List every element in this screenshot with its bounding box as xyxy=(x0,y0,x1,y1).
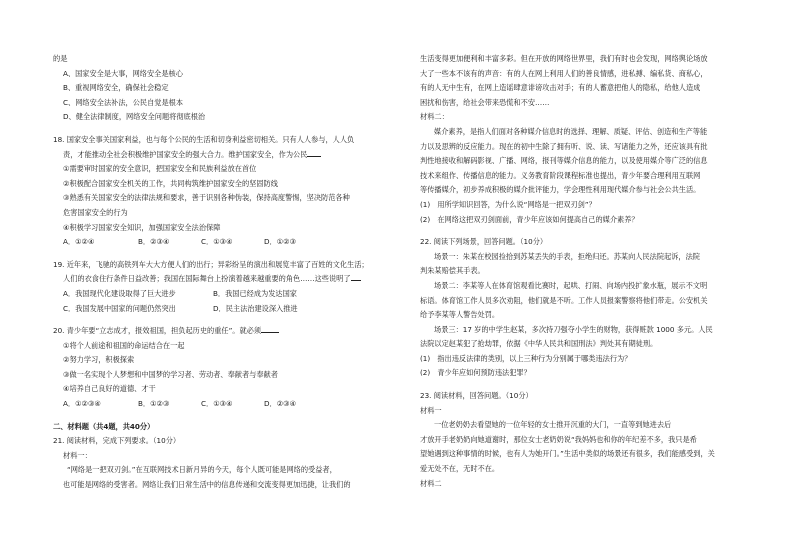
q21-stem: 21. 阅读材料，完成下列要求。（10分） xyxy=(53,436,181,446)
q18-stem-line1: 18. 国家安全事关国家利益，也与每个公民的生活和切身利益密切相关。只有人人参与，人人负 xyxy=(53,134,355,144)
answer-blank xyxy=(351,273,361,281)
q20-stem: 20. 青少年要“立志成才，报效祖国，担负起历史的重任”。就必须 xyxy=(53,324,383,339)
q22-scene1-line1: 场景一：朱某在校园捡拾到苏某丢失的手表，拒绝归还。苏某向人民法院起诉，法院 xyxy=(434,251,700,261)
q19-stem-line2: 人们的衣食住行条件日益改善；我国在国际舞台上扮演着越来越重要的角色……这些说明了 xyxy=(53,272,383,287)
q18-choice-d: D．①②③ xyxy=(264,237,297,247)
q20-statement-1: ①将个人前途和祖国的命运结合在一起 xyxy=(63,340,185,350)
q21-material1-label: 材料一： xyxy=(63,450,92,460)
q21-material2-line3: 判性地接收和解码影视、广播、网络，报刊等媒介信息的能力，以及使用媒介等广泛的信息 xyxy=(420,156,708,166)
q17-tail: 的是 xyxy=(53,54,68,63)
q21-material1-line3: 生活变得更加便利和丰富多彩。但在开放的网络世界里，我们有时也会发现，网络舆论场放 xyxy=(420,54,708,63)
q20-statement-2: ②努力学习，积极探索 xyxy=(63,355,135,365)
q20-statement-4: ④培养自己良好的道德、才干 xyxy=(63,384,156,394)
q22-question-1: (1) 指出违反法律的类别，以上三种行为分别属于哪类违法行为？ xyxy=(420,353,632,363)
q18-choice-a: A．①②④ xyxy=(63,237,95,247)
right-column xyxy=(420,52,755,491)
q17-option-b: B、重视网络安全，确保社会稳定 xyxy=(63,83,169,93)
q17-option-c: C、网络安全法补法，公民自觉是根本 xyxy=(63,97,184,107)
q18-choice-b: B．②③④ xyxy=(138,237,170,247)
q19-choice-d: D．民主法治建设深入推进 xyxy=(213,303,298,313)
q22-scene2-line3: 给予李某等人警告处罚。 xyxy=(420,310,500,320)
q23-stem: 23. 阅读材料，回答问题。（10分） xyxy=(420,391,533,401)
answer-blank xyxy=(307,149,321,157)
q18-stem-line2: 责，才能推动全社会积极维护国家安全的强大合力。维护国家安全，作为公民 xyxy=(53,148,383,163)
q18-statement-3-cont: 危害国家安全的行为 xyxy=(63,207,128,217)
q20-choice-c: C．①③④ xyxy=(201,399,233,409)
q19-choices-row2 xyxy=(53,302,383,317)
q21-question-2: (2) 在网络这把双刃剑面前，青少年应该如何提高自己的媒介素养？ xyxy=(420,214,639,224)
q23-material1-line2: 才放开手老奶奶向她道谢时，那位女士老奶奶说“我妈妈也和你的年纪差不多，我只是希 xyxy=(420,434,697,444)
q21-material1-line5: 有的人无中生有，在网上造谣肆意诽谤攻击对手；有的人蓄意把他人的隐私，给他人造成 xyxy=(420,83,701,93)
q21-material2-line2: 力以及思辨的反应能力。现在的初中生除了拥有听、说、读、写诸能力之外，还应该具有批 xyxy=(420,141,708,151)
q22-stem: 22. 阅读下列场景，回答问题。（10分） xyxy=(420,237,548,247)
q19-choices-row1 xyxy=(53,287,383,302)
q23-material1-line4: 爱无处不在，无时不在。 xyxy=(420,464,500,474)
q20-choice-b: B．①②③ xyxy=(138,399,170,409)
q18-statement-4: ④积极学习国家安全知识，加强国家安全法治保障 xyxy=(63,222,221,232)
q22-scene3-line1: 场景三：17 岁的中学生赵某，多次持刀强夺小学生的财物，获得赃款 1000 多元。人民 xyxy=(434,324,713,334)
q22-scene1-line2: 判朱某赔偿其手表。 xyxy=(420,266,485,276)
q21-material2-line1: 媒介素养，是指人们面对各种媒介信息时的选择、理解、质疑、评估、创造和生产等能 xyxy=(434,126,708,136)
q18-statement-2: ②积极配合国家安全机关的工作，共同构筑维护国家安全的坚固防线 xyxy=(63,178,278,188)
q20-statement-3: ③做一名实现个人梦想和中国梦的学习者、劳动者、奉献者与奉献者 xyxy=(63,369,278,379)
q21-material1-line2: 也可能是网络的受害者。网络让我们日常生活中的信息传递和交流变得更加迅捷，让我们的 xyxy=(63,480,351,490)
q23-material2-label: 材料二 xyxy=(420,478,442,488)
section-heading: 二、材料题（共4题，共40分） xyxy=(53,421,155,431)
q21-material2-line4: 技术来组作、传播信息的能力。义务教育阶段课程标准也提出，青少年要合理利用互联网 xyxy=(420,170,701,180)
q21-material2-label: 材料二： xyxy=(420,112,449,122)
q21-material2-line5: 等传播媒介，初步养成积极的媒介批评能力，学会理性利用现代媒介参与社会公共生活。 xyxy=(420,185,701,195)
q19-choice-b: B．我国已经成为发达国家 xyxy=(213,288,297,298)
q17-option-a: A、国家安全是大事，网络安全是核心 xyxy=(63,68,183,78)
q22-scene3-line2: 法院以定赵某犯了抢劫罪，依据《中华人民共和国刑法》判处其有期徒刑。 xyxy=(420,339,658,349)
q18-statement-3: ③熟悉有关国家安全的法律法规和要求，善于识别各种伪装，保持高度警惕，坚决防范各种 xyxy=(63,193,350,203)
q19-choice-c: C．我国发展中国家的问题仍然突出 xyxy=(63,303,176,313)
q21-material1-line1: “网络是一把双刃剑。”在互联网技术日新月异的今天，每个人既可能是网络的受益者， xyxy=(67,465,337,475)
q22-scene2-line1: 场景二：李某等人在体育馆观看比赛时，起哄、打闹、向场内投扩象水瓶，展示不文明 xyxy=(434,280,708,290)
q19-stem-line1: 19. 近年来，飞驰的高铁列车大大方便人们的出行；异彩纷呈的演出和展览丰富了百姓的文化生活； xyxy=(53,259,369,269)
q23-material1-line3: 望她遇到这种事情的时候，也有人为她开门。”生活中类似的场景还有很多，我们能感受到，关 xyxy=(420,449,715,459)
answer-blank xyxy=(261,325,279,333)
q21-material1-line6: 困扰和伤害，给社会带来恐慌和不安…… xyxy=(420,97,550,107)
q20-choice-d: D．②③④ xyxy=(264,399,297,409)
q17-option-d: D、健全法律制度，网络安全问题将彻底根治 xyxy=(63,112,206,122)
q19-choice-a: A．我国现代化建设取得了巨大进步 xyxy=(63,288,176,298)
q18-choice-c: C．①③④ xyxy=(201,237,233,247)
q21-question-1: (1) 用所学知识回答，为什么说“网络是一把双刃剑”？ xyxy=(420,199,596,209)
q20-choice-a: A．①②③④ xyxy=(63,399,101,409)
q22-scene2-line2: 标语。体育馆工作人员多次劝阻，他们就是不听。工作人员报案警察将他们带走。公安机关 xyxy=(420,295,708,305)
q21-material1-line4: 大了一些本不该有的声音：有的人在网上利用人们的善良情感，进私搏、编私货、商私心， xyxy=(420,68,708,78)
q23-material1-line1: 一位老奶奶去看望她的一位年轻的女士推开沉重的大门，一直等到她进去后 xyxy=(434,420,672,430)
q22-question-2: (2) 青少年应如何预防违法犯罪？ xyxy=(420,368,531,378)
q20-choices xyxy=(53,397,383,412)
q18-statement-1: ①需要审时国家的安全意识，把国家安全和民族利益放在首位 xyxy=(63,164,257,174)
q18-choices xyxy=(53,235,383,250)
q23-material1-label: 材料一 xyxy=(420,405,442,415)
left-column xyxy=(53,52,383,493)
